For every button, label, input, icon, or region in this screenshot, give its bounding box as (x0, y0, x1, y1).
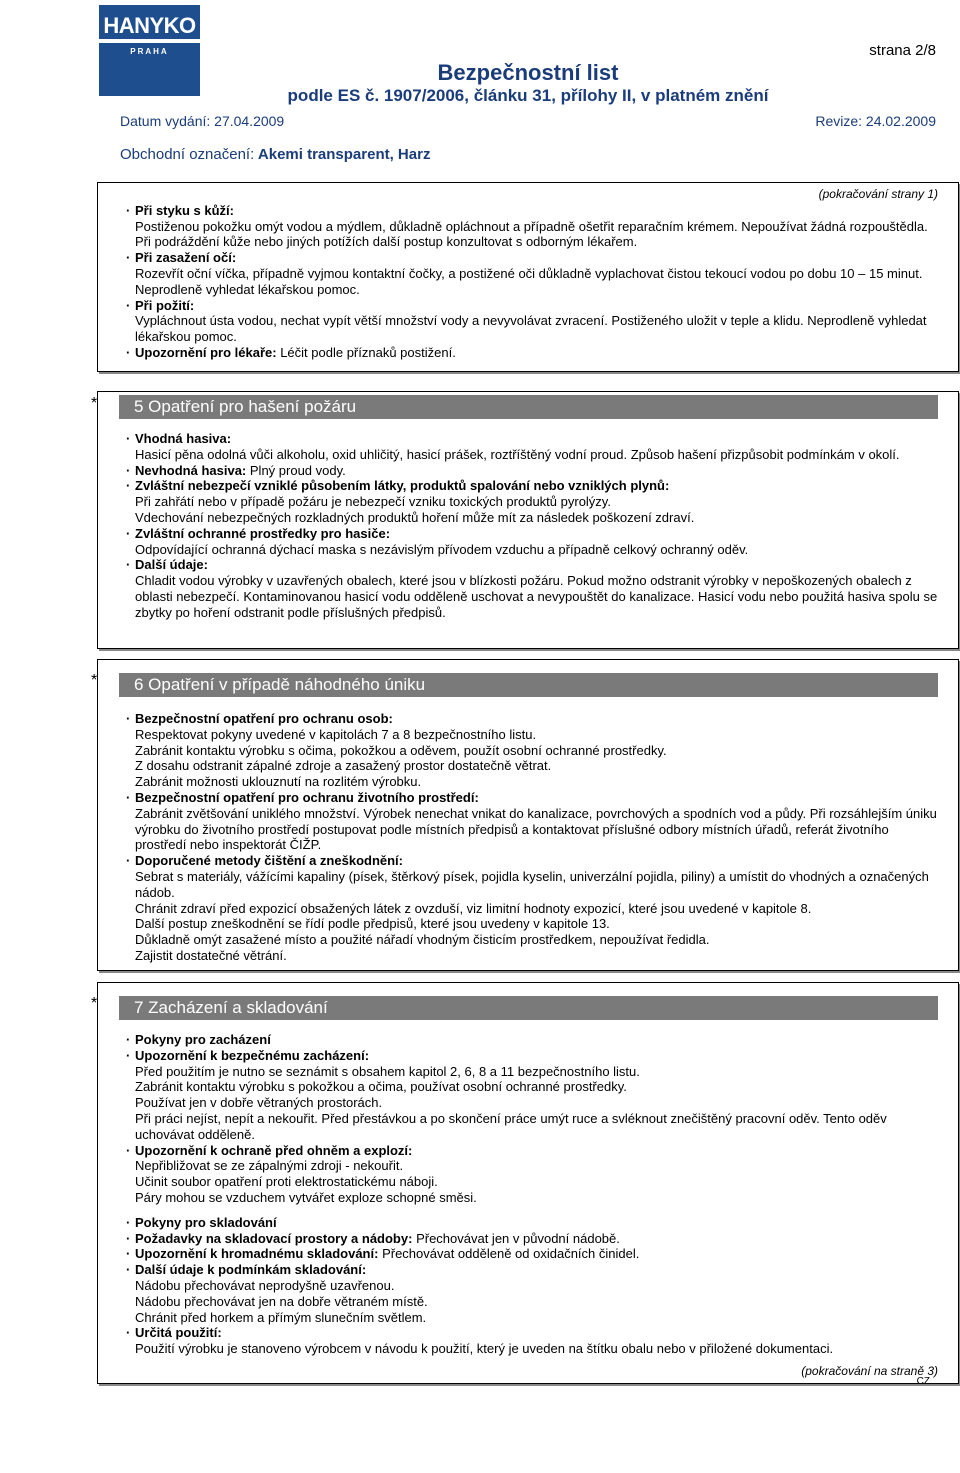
storage-info-text-2: Nádobu přechovávat jen na dobře větraném místě. (135, 1293, 428, 1309)
fire-protection-text-2: Učinit soubor opatření proti elektrostatickému náboji. (135, 1174, 438, 1190)
cleanup-text-2: Chránit zdraví před expozicí obsažených látek z ovzduší, viz limitní hodnoty expozicí, které jsou uvedené v kapitole 8. (135, 900, 812, 916)
issue-date: Datum vydání: 27.04.2009 (120, 113, 285, 129)
fire-protection-text-3: Páry mohou se vzduchem vytvářet exploze schopné směsi. (135, 1189, 477, 1205)
section5-title: 5 Opatření pro hašení požáru (119, 395, 938, 419)
skin-text: Postiženou pokožku omýt vodou a mýdlem, důkladně opláchnout a případně ošetřit reparačním krémem. Nepoužívat žádná rozpouštědla. Při podráždění kůže nebo jiných potížích další postup konzultovat s odborným lékařem. (135, 218, 928, 250)
bulk-storage (135, 1246, 938, 1262)
unsuitable-heading: Nevhodná hasiva: (135, 462, 247, 478)
personal-text-4: Zabránit možnosti uklouznutí na rozlitém výrobku. (135, 774, 422, 790)
further-text: Chladit vodou výrobky v uzavřených obalech, které jsou v blízkosti požáru. Pokud možno odstranit výrobky v nepoškozených obalech z oblasti nebezpečí. Kontaminovanou hasicí vodu odděleně uschovat a nevypouštět do kanalizace. Hasicí vodu nebo použitá hasiva spolu se zbytky po hoření odstranit podle příslušných předpisů. (135, 573, 938, 620)
bulk-storage-text: Přechovávat odděleně od oxidačních činidel. (382, 1246, 640, 1262)
first-aid-box (97, 182, 959, 372)
revision-date: Revize: 24.02.2009 (815, 113, 936, 129)
doctor-note (135, 345, 938, 361)
storage-heading: · Pokyny pro skladování (135, 1214, 277, 1230)
storage-requirements (135, 1231, 938, 1247)
storage-req-text: Přechovávat jen v původní nádobě. (416, 1230, 620, 1246)
page-number: strana 2/8 (869, 42, 936, 59)
fire-protection-text-1: Nepřibližovat se ze zápalnými zdroji - nekouřit. (135, 1158, 404, 1174)
section6-box (97, 659, 959, 971)
section6-title: 6 Opatření v případě náhodného úniku (119, 673, 938, 697)
environmental-precautions (135, 790, 938, 853)
continuation-note: (pokračování strany 1) (818, 187, 938, 201)
personal-text-2: Zabránit kontaktu výrobku s očima, pokožkou a oděvem, použít osobní ochranné prostředky. (135, 742, 667, 758)
storage-info-heading: · Další údaje k podmínkám skladování: (135, 1262, 367, 1278)
further-info (135, 557, 938, 620)
section7-title: 7 Zacházení a skladování (119, 996, 938, 1020)
doctor-heading: Upozornění pro lékaře: (135, 344, 277, 360)
personal-text-1: Respektovat pokyny uvedené v kapitolách 7 a 8 bezpečnostního listu. (135, 726, 537, 742)
cleanup-text-3: Další postup zneškodnění se řídí podle předpisů, které jsou uvedeny v kapitole 13. (135, 916, 610, 932)
cleanup-text-1: Sebrat s materiály, vážícími kapaliny (písek, štěrkový písek, pojidla kyselin, univerzální pojidla, piliny) a umístit do vhodných a označených nádob. (135, 868, 929, 900)
personal-text-3: Z dosahu odstranit zápalné zdroje a zasažený prostor dostatečně větrat. (135, 758, 552, 774)
firefighter-equipment (135, 526, 938, 558)
cleanup-text-5: Zajistit dostatečné větrání. (135, 947, 287, 963)
doc-title: Bezpečnostní list (437, 60, 619, 85)
cleanup-heading: · Doporučené metody čištění a zneškodnění: (135, 853, 403, 869)
specific-use-heading: · Určitá použití: (135, 1325, 222, 1341)
fire-protection (135, 1143, 938, 1206)
storage-info-text-1: Nádobu přechovávat neprodyšně uzavřenou. (135, 1277, 395, 1293)
safe-handling-text-2: Zabránit kontaktu výrobku s pokožkou a očima, používat osobní ochranné prostředky. (135, 1079, 627, 1095)
section5-star: * (91, 395, 98, 412)
storage-info-text-3: Chránit před horkem a přímým slunečním světlem. (135, 1309, 427, 1325)
suitable-heading: · Vhodná hasiva: (135, 431, 232, 446)
safe-handling-text-1: Před použitím je nutno se seznámit s obsahem kapitol 2, 6, 8 a 11 bezpečnostního listu. (135, 1063, 640, 1079)
unsuitable-extinguishers (135, 463, 938, 479)
doc-subtitle: podle ES č. 1907/2006, článku 31, přílohy II, v platném znění (287, 86, 769, 105)
specific-use-text: Použití výrobku je stanoveno výrobcem v návodu k použití, který je uveden na štítku obalu nebo v přiložené dokumentaci. (135, 1341, 834, 1357)
cleanup-text-4: Důkladně omýt zasažené místo a použité nářadí vhodným čisticím prostředkem, nepoužívat ředidla. (135, 932, 710, 948)
eye-text: Rozevřít oční víčka, případně vyjmou kontaktní čočky, a postižené oči důkladně vyplachovat čistou tekoucí vodou po dobu 10 – 15 minut. Neprodleně vyhledat lékařskou pomoc. (135, 265, 923, 297)
logo-stripe (99, 39, 200, 43)
cleanup-methods (135, 853, 938, 964)
storage-heading-item (135, 1215, 938, 1231)
section7-star: * (91, 995, 98, 1012)
trade-value: Akemi transparent, Harz (257, 146, 431, 163)
eye-contact (135, 250, 938, 297)
safe-handling-text-4: Při práci nejíst, nepít a nekouřit. Před přestávkou a po skončení práce umýt ruce a svléknout znečištěný pracovní oděv. Tento oděv uchovávat odděleně. (135, 1110, 887, 1142)
section7-box (97, 982, 959, 1384)
doctor-text: Léčit podle příznaků postižení. (280, 344, 456, 360)
ingestion (135, 298, 938, 345)
equipment-text: Odpovídající ochranná dýchací maska s nezávislým přívodem vzduchu a případně celkový ochranný oděv. (135, 541, 749, 557)
unsuitable-text: Plný proud vody. (249, 462, 346, 478)
safe-handling-heading: · Upozornění k bezpečnému zacházení: (135, 1047, 370, 1063)
special-hazards (135, 478, 938, 525)
skin-contact (135, 203, 938, 250)
equipment-heading: · Zvláštní ochranné prostředky pro hasiče: (135, 525, 391, 541)
bulk-storage-heading: Upozornění k hromadnému skladování: (135, 1246, 379, 1262)
specific-use (135, 1325, 938, 1357)
environmental-text: Zabránit zvětšování uniklého množství. Výrobek nenechat vnikat do kanalizace, povrchových a spodních vod a půdy. Při rozsáhlejším úniku výrobku do životního prostředí postupovat podle místních předpisů a kontaktovat příslušné odbory místních úřadů, referát životního prostředí nebo inspektorát ČIŽP. (135, 805, 937, 853)
hazards-text-2: Vdechování nebezpečných rozkladných produktů hoření může mít za následek poškození zdraví. (135, 509, 695, 525)
handling-heading-item (135, 1032, 938, 1048)
logo-sub: PRAHA (130, 47, 169, 56)
handling-heading: · Pokyny pro zacházení (135, 1032, 271, 1047)
suitable-text: Hasicí pěna odolná vůči alkoholu, oxid uhličitý, hasicí prášek, roztříštěný vodní proud. Způsob hašení přizpůsobit podmínkám v okolí. (135, 446, 900, 462)
ingestion-heading: · Při požití: (135, 297, 195, 313)
environmental-heading: · Bezpečnostní opatření pro ochranu životního prostředí: (135, 789, 479, 805)
trade-label: Obchodní označení: (120, 146, 255, 163)
hazards-heading: · Zvláštní nebezpečí vzniklé působením látky, produktů spalování nebo vzniklých plynů: (135, 478, 670, 494)
storage-req-heading: Požadavky na skladovací prostory a nádoby: (135, 1230, 413, 1246)
skin-heading: · Při styku s kůží: (135, 202, 234, 218)
hazards-text-1: Při zahřátí nebo v případě požáru je nebezpečí vzniku toxických produktů pyrolýzy. (135, 494, 611, 510)
further-heading: · Další údaje: (135, 557, 208, 573)
safe-handling-text-3: Používat jen v dobře větraných prostorách. (135, 1095, 383, 1111)
ingestion-text: Vypláchnout ústa vodou, nechat vypít větší množství vody a nevyvolávat zvracení. Postiženého uložit v teple a klidu. Neprodleně vyhledat lékařskou pomoc. (135, 313, 927, 345)
trade-name (120, 146, 430, 163)
personal-precautions (135, 711, 938, 790)
logo-name: HANYKO (103, 13, 196, 38)
suitable-extinguishers (135, 431, 938, 463)
section6-star: * (91, 672, 98, 689)
fire-protection-heading: · Upozornění k ochraně před ohněm a explozí: (135, 1142, 413, 1158)
storage-info (135, 1262, 938, 1325)
personal-heading: · Bezpečnostní opatření pro ochranu osob: (135, 711, 393, 726)
continuation-next: (pokračování na straně 3) (801, 1364, 938, 1379)
section5-box (97, 391, 959, 649)
eye-heading: · Při zasažení očí: (135, 250, 237, 266)
safe-handling (135, 1048, 938, 1143)
language-code: CZ (916, 1376, 930, 1387)
